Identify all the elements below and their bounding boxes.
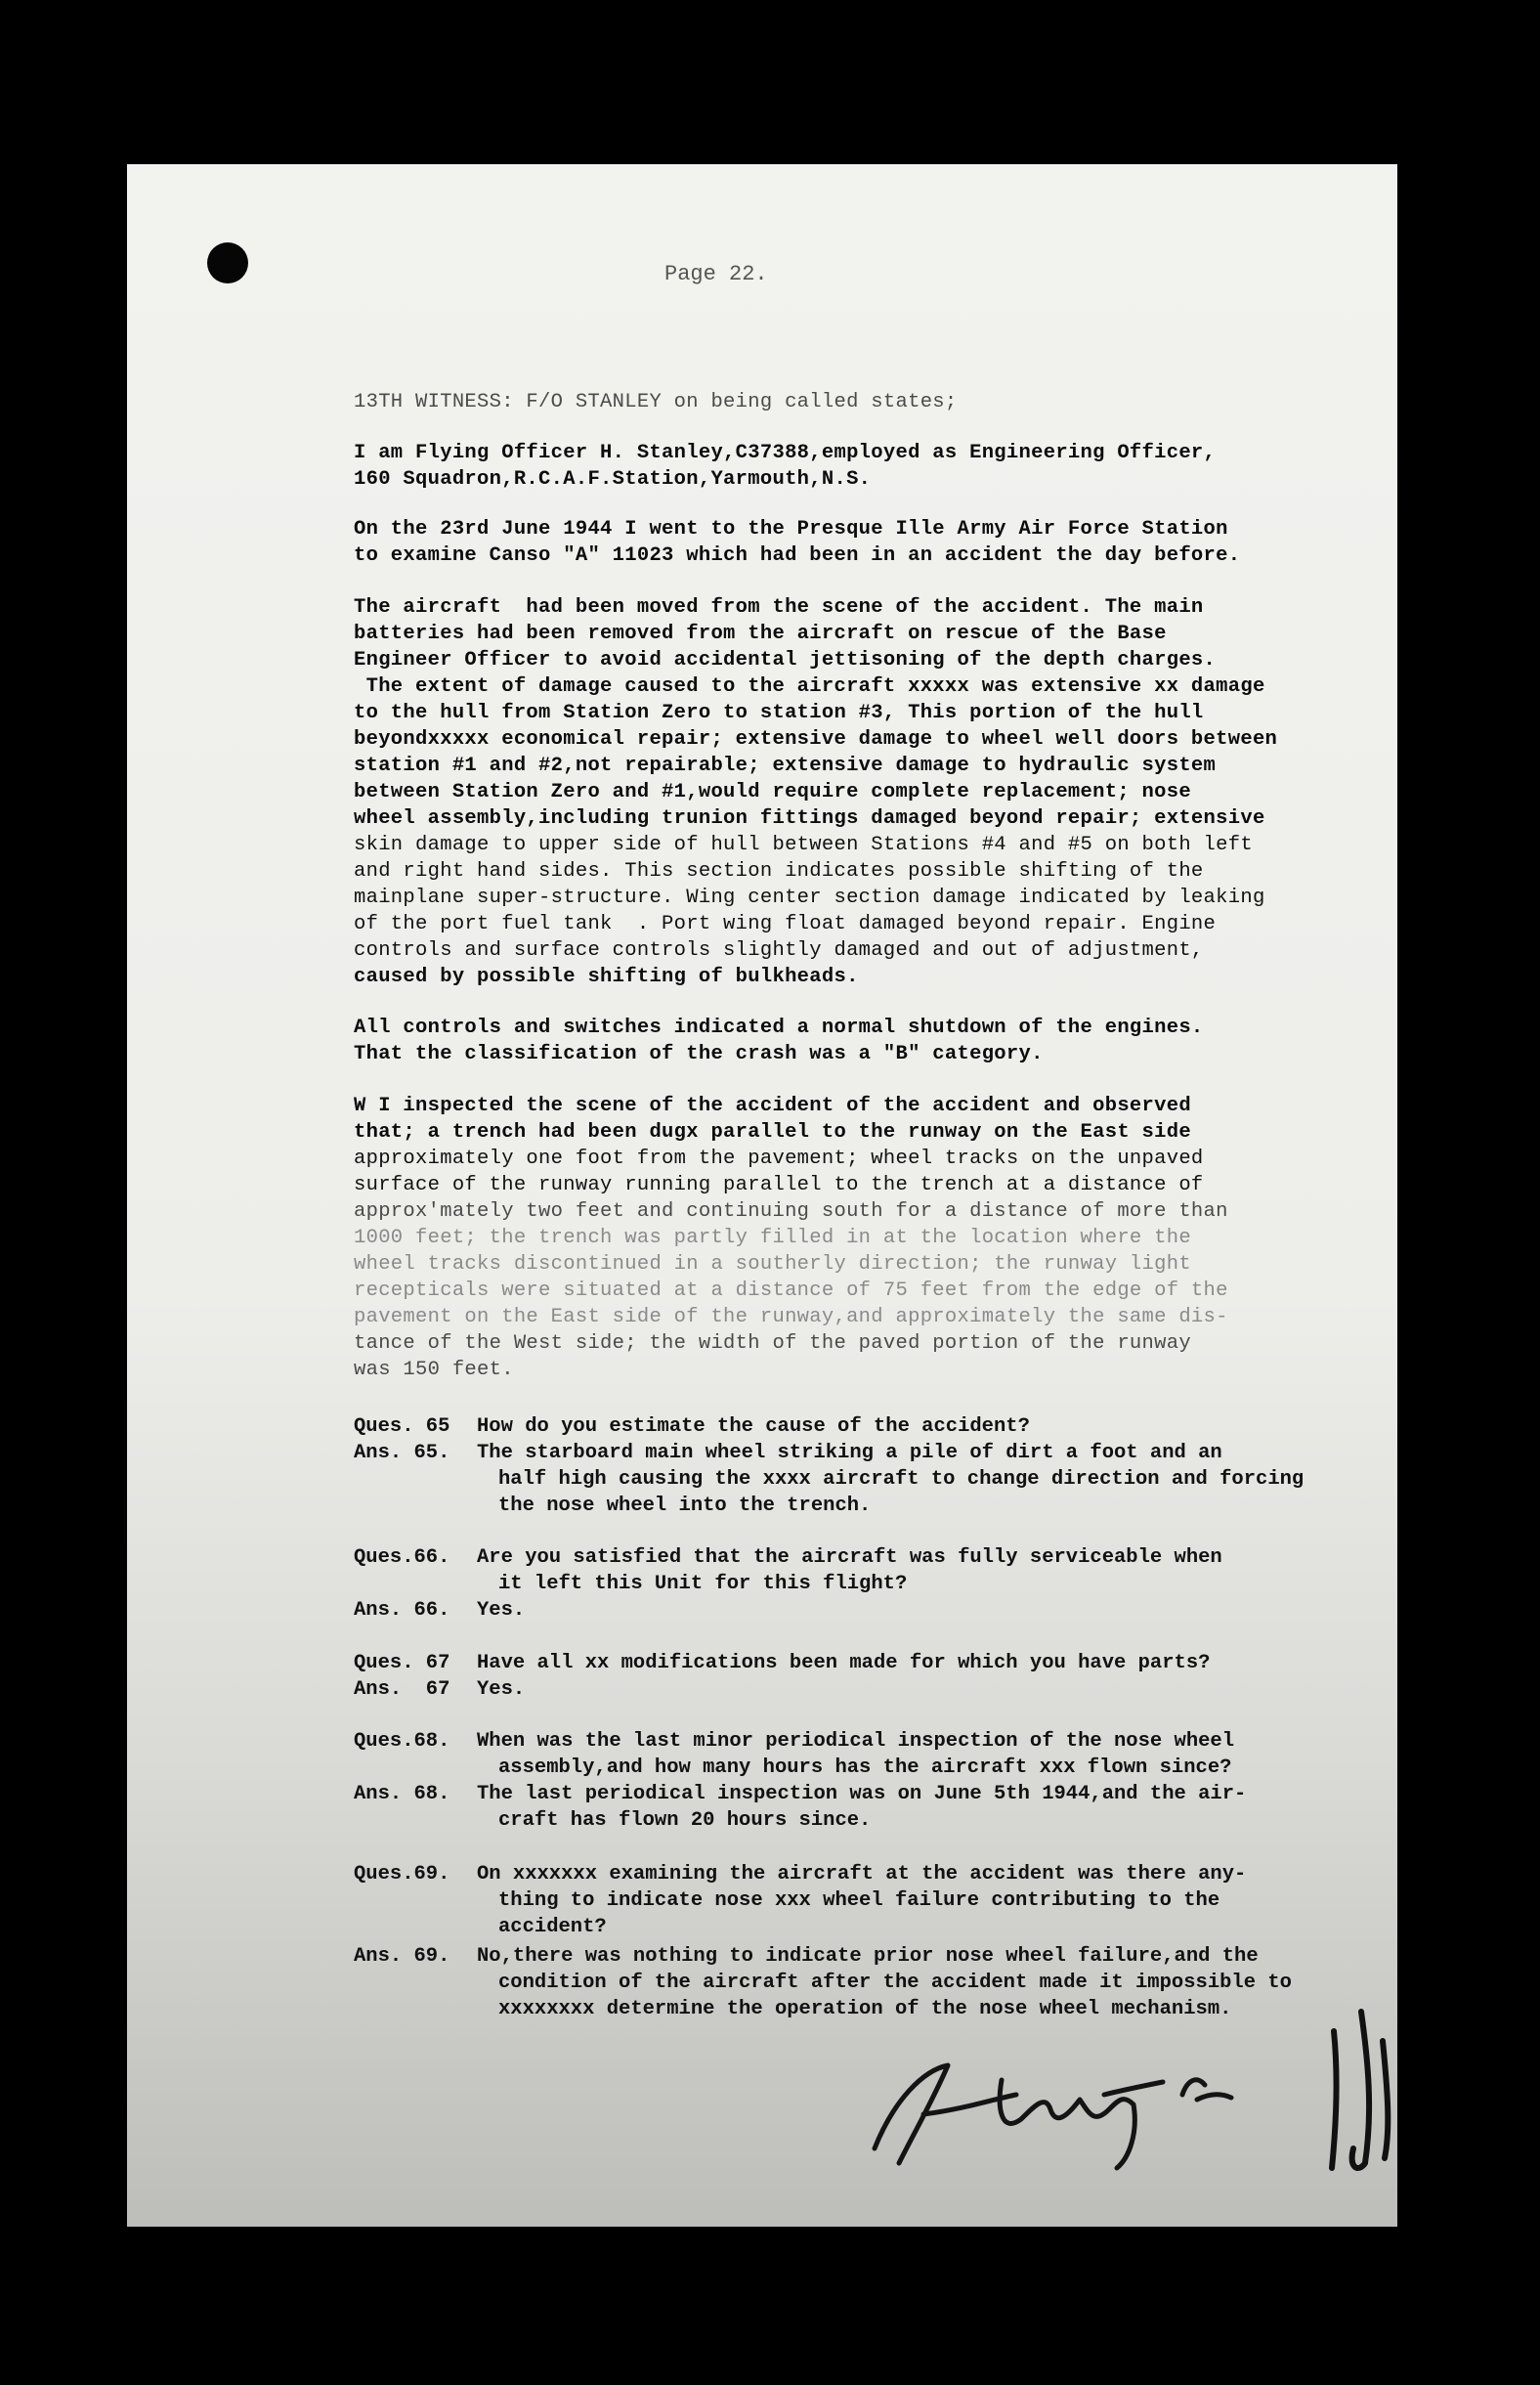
inspection-line: wheel tracks discontinued in a southerly direction; the runway light xyxy=(354,1253,1191,1276)
qa-label: Ques.68. xyxy=(354,1730,450,1753)
visit-line: On the 23rd June 1944 I went to the Presque Ille Army Air Force Station xyxy=(354,518,1228,541)
controls-line: All controls and switches indicated a normal shutdown of the engines. xyxy=(354,1017,1204,1039)
qa-text: On xxxxxxx examining the aircraft at the accident was there any- xyxy=(477,1863,1247,1886)
inspection-line: tance of the West side; the width of the paved portion of the runway xyxy=(354,1332,1191,1355)
controls-line: That the classification of the crash was a "B" category. xyxy=(354,1043,1044,1065)
qa-text: accident? xyxy=(498,1916,607,1938)
inspection-line: that; a trench had been dugx parallel to the runway on the East side xyxy=(354,1121,1191,1144)
qa-label: Ans. 65. xyxy=(354,1442,450,1464)
damage-line: caused by possible shifting of bulkheads. xyxy=(354,966,859,988)
qa-label: Ques.66. xyxy=(354,1546,450,1569)
damage-line: skin damage to upper side of hull between Stations #4 and #5 on both left xyxy=(354,834,1253,856)
qa-text: Are you satisfied that the aircraft was fully serviceable when xyxy=(477,1546,1222,1569)
damage-line: controls and surface controls slightly damaged and out of adjustment, xyxy=(354,939,1204,962)
page-number: Page 22. xyxy=(664,262,768,286)
margin-initial-mark xyxy=(1314,2002,1397,2178)
qa-text: craft has flown 20 hours since. xyxy=(498,1809,872,1832)
qa-text: The last periodical inspection was on June 5th 1944,and the air- xyxy=(477,1783,1247,1805)
handwritten-signature xyxy=(855,2041,1265,2178)
qa-label: Ans. 69. xyxy=(354,1945,450,1968)
inspection-line: pavement on the East side of the runway,and approximately the same dis- xyxy=(354,1306,1228,1328)
inspection-line: surface of the runway running parallel to the trench at a distance of xyxy=(354,1174,1204,1196)
visit-line: to examine Canso "A" 11023 which had been in an accident the day before. xyxy=(354,544,1241,567)
damage-line: The aircraft had been moved from the scene of the accident. The main xyxy=(354,596,1204,619)
qa-text: it left this Unit for this flight? xyxy=(498,1573,908,1595)
qa-label: Ans. 66. xyxy=(354,1599,450,1622)
punch-hole xyxy=(207,242,248,283)
qa-label: Ques.69. xyxy=(354,1863,450,1886)
qa-label: Ans. 67 xyxy=(354,1678,450,1701)
qa-text: The starboard main wheel striking a pile of dirt a foot and an xyxy=(477,1442,1222,1464)
damage-line: station #1 and #2,not repairable; extensive damage to hydraulic system xyxy=(354,755,1217,777)
inspection-line: approx'mately two feet and continuing south for a distance of more than xyxy=(354,1200,1228,1223)
damage-line: mainplane super-structure. Wing center section damage indicated by leaking xyxy=(354,887,1265,909)
witness-heading: 13TH WITNESS: F/O STANLEY on being called states; xyxy=(354,391,958,413)
qa-text: Have all xx modifications been made for which you have parts? xyxy=(477,1652,1211,1674)
document-page xyxy=(127,164,1397,2227)
qa-text: condition of the aircraft after the accident made it impossible to xyxy=(498,1972,1292,1994)
intro-line: 160 Squadron,R.C.A.F.Station,Yarmouth,N.S. xyxy=(354,468,872,491)
inspection-line: recepticals were situated at a distance of 75 feet from the edge of the xyxy=(354,1279,1228,1302)
damage-line: wheel assembly,including trunion fittings damaged beyond repair; extensive xyxy=(354,807,1265,830)
inspection-line: 1000 feet; the trench was partly filled in at the location where the xyxy=(354,1227,1191,1249)
inspection-line: approximately one foot from the pavement; wheel tracks on the unpaved xyxy=(354,1148,1204,1170)
damage-line: between Station Zero and #1,would require complete replacement; nose xyxy=(354,781,1191,803)
damage-line: batteries had been removed from the aircraft on rescue of the Base xyxy=(354,623,1167,645)
qa-text: xxxxxxxx determine the operation of the nose wheel mechanism. xyxy=(498,1998,1232,2020)
qa-text: thing to indicate nose xxx wheel failure contributing to the xyxy=(498,1889,1220,1912)
qa-label: Ques. 67 xyxy=(354,1652,450,1674)
damage-line: The extent of damage caused to the aircraft xxxxx was extensive xx damage xyxy=(354,675,1265,698)
damage-line: Engineer Officer to avoid accidental jettisoning of the depth charges. xyxy=(354,649,1217,672)
qa-text: assembly,and how many hours has the aircraft xxx flown since? xyxy=(498,1756,1232,1779)
inspection-line: was 150 feet. xyxy=(354,1359,514,1381)
qa-text: No,there was nothing to indicate prior nose wheel failure,and the xyxy=(477,1945,1259,1968)
qa-text: the nose wheel into the trench. xyxy=(498,1495,872,1517)
qa-text: Yes. xyxy=(477,1678,526,1701)
damage-line: to the hull from Station Zero to station #3, This portion of the hull xyxy=(354,702,1204,724)
qa-label: Ques. 65 xyxy=(354,1415,450,1438)
qa-text: Yes. xyxy=(477,1599,526,1622)
qa-text: When was the last minor periodical inspection of the nose wheel xyxy=(477,1730,1235,1753)
damage-line: beyondxxxxx economical repair; extensive damage to wheel well doors between xyxy=(354,728,1278,751)
intro-line: I am Flying Officer H. Stanley,C37388,employed as Engineering Officer, xyxy=(354,442,1217,464)
damage-line: of the port fuel tank . Port wing float damaged beyond repair. Engine xyxy=(354,913,1217,935)
qa-text: half high causing the xxxx aircraft to change direction and forcing xyxy=(498,1468,1305,1491)
damage-line: and right hand sides. This section indicates possible shifting of the xyxy=(354,860,1204,883)
inspection-line: W I inspected the scene of the accident of the accident and observed xyxy=(354,1095,1191,1117)
qa-text: How do you estimate the cause of the accident? xyxy=(477,1415,1030,1438)
qa-label: Ans. 68. xyxy=(354,1783,450,1805)
